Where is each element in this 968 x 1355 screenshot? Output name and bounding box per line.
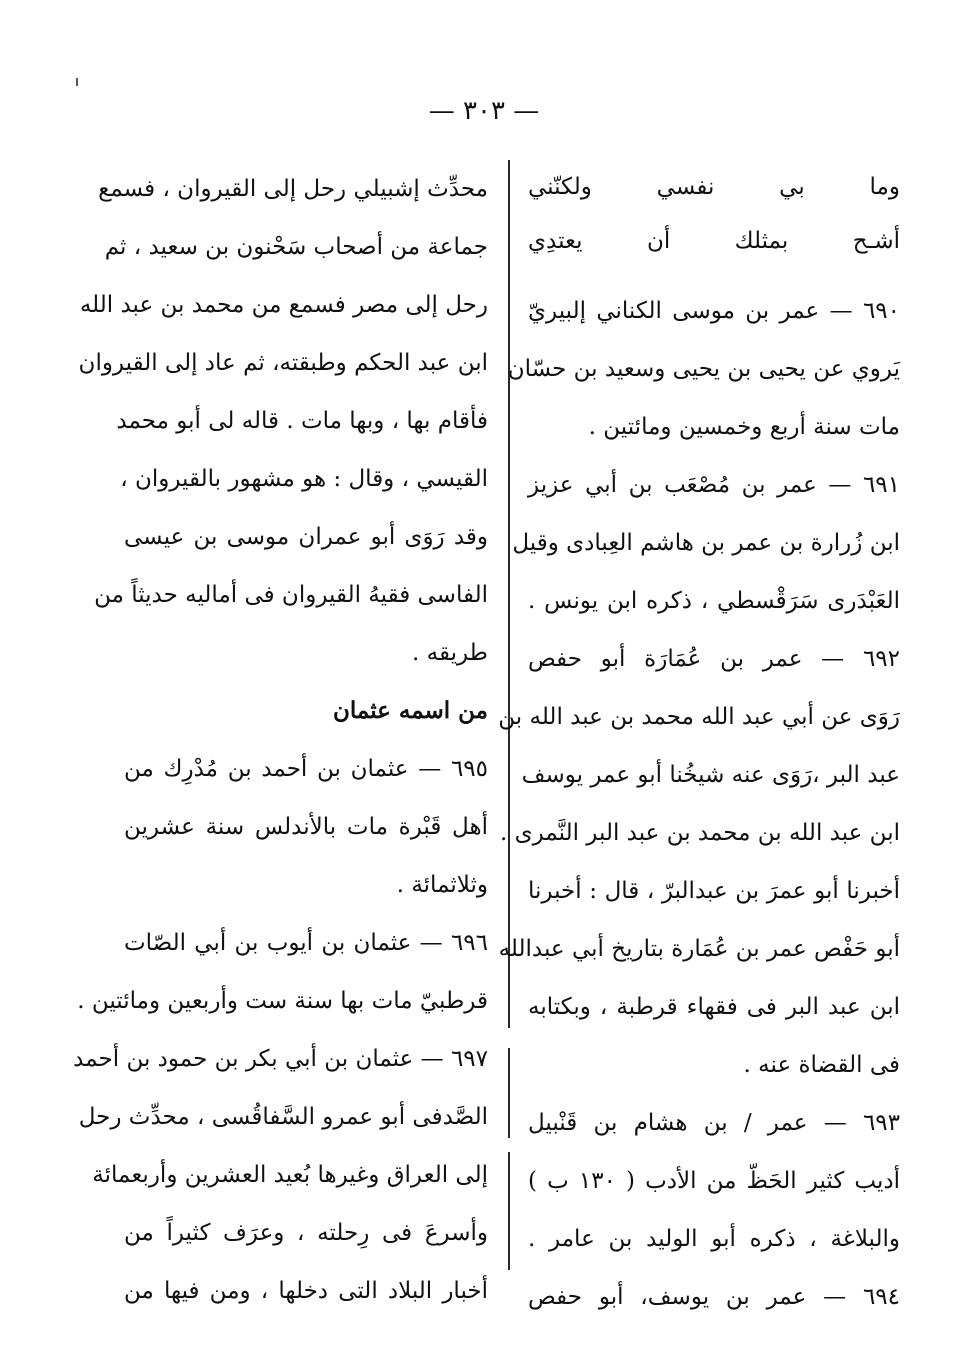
entry-692-line: أخبرنا أبو عمرَ بن عبدالبرّ ، قال : أخبرنا [528, 878, 900, 904]
entry-696-line: قرطبيّ مات بها سنة ست وأربعين ومائتين . [77, 988, 488, 1014]
entry-692-line: أبو حَفْص عمر بن عُمَارة بتاريخ أبي عبدالله [498, 936, 900, 962]
entry-691-line: العَبْدَرى سَرَقْسطي ، ذكره ابن يونس . [528, 588, 900, 614]
entry-690-line: مات سنة أربع وخمسين ومائتين . [588, 414, 900, 440]
entry-692-line: رَوَى عن أبي عبد الله محمد بن عبد الله بن [498, 704, 900, 730]
entry-691-line: ٦٩١ — عمر بن مُصْعَب بن أبي عزيز [528, 472, 900, 498]
entry-694-line: ٦٩٤ — عمر بن يوسف، أبو حفص [528, 1284, 900, 1310]
entry-697-line: إلى العراق وغيرها بُعيد العشرين وأربعمائة [92, 1162, 488, 1188]
entry-690-line: ٦٩٠ — عمر بن موسى الكناني إلبيريّ [528, 298, 900, 324]
entry-697-line: ٦٩٧ — عثمان بن أبي بكر بن حمود بن أحمد [73, 1046, 488, 1072]
entry-691-line: ابن زُرارة بن عمر بن هاشم العِبادى وقيل [512, 530, 900, 556]
continuation-line: ابن عبد الحكم وطبقته، ثم عاد إلى القيروان [78, 350, 488, 376]
entry-692-line: فى القضاة عنه . [743, 1052, 900, 1078]
entry-695-line: وثلاثمائة . [396, 872, 488, 898]
entry-693-line: أديب كثير الحَظّ من الأدب ( ١٣٠ ب ) [528, 1168, 900, 1194]
entry-695-line: ٦٩٥ — عثمان بن أحمد بن مُدْرِك من [124, 756, 488, 782]
entry-693-line: والبلاغة ، ذكره أبو الوليد بن عامر . [528, 1226, 900, 1252]
verse-line: أشـح بمثلك أن يعتدِي [528, 228, 900, 254]
divider-gap [506, 1138, 512, 1152]
section-heading: من اسمه عثمان [333, 697, 488, 724]
right-column [498, 160, 900, 1326]
scan-mark [76, 78, 78, 86]
continuation-line: رحل إلى مصر فسمع من محمد بن عبد الله [79, 292, 488, 318]
continuation-line: جماعة من أصحاب سَحْنون بن سعيد ، ثم [104, 234, 488, 260]
continuation-line: فأقام بها ، وبها مات . قاله لى أبو محمد [116, 408, 488, 434]
entry-692-line: عبد البر ،رَوَى عنه شيخُنا أبو عمر يوسف [521, 762, 900, 788]
continuation-line: طريقه . [412, 640, 488, 666]
continuation-line: وقد رَوَى أبو عمران موسى بن عيسى [124, 524, 488, 550]
entry-692-line: ابن عبد البر فى فقهاء قرطبة ، وبكتابه [528, 994, 900, 1020]
entry-693-line: ٦٩٣ — عمر / بن هشام بن قَنْبيل [528, 1110, 900, 1136]
entry-692-line: ٦٩٢ — عمر بن عُمَارَة أبو حفص [528, 646, 900, 672]
entry-697-line: الصَّدفى أبو عمرو السَّفاقُسى ، محدِّث رحل [78, 1104, 488, 1130]
page-number: — ٣٠٣ — [428, 96, 540, 126]
continuation-line: القيسي ، وقال : هو مشهور بالقيروان ، [120, 466, 488, 492]
entry-696-line: ٦٩٦ — عثمان بن أيوب بن أبي الصّات [124, 930, 488, 956]
entry-697-line: أخبار البلاد التى دخلها ، ومن فيها من [124, 1278, 488, 1304]
verse-line: وما بي نفسي ولكنّني [528, 174, 900, 200]
continuation-line: محدِّث إشبيلي رحل إلى القيروان ، فسمع [98, 176, 488, 202]
divider-gap [506, 1028, 512, 1048]
left-column [73, 160, 488, 1320]
entry-697-line: وأسرعَ فى رِحلته ، وعرَف كثيراً من [124, 1220, 488, 1246]
entry-692-line: ابن عبد الله بن محمد بن عبد البر النَّمرى . [500, 820, 900, 846]
entry-695-line: أهل قَبْرة مات بالأندلس سنة عشرين [124, 814, 488, 840]
entry-690-line: يَروي عن يحيى بن يحيى وسعيد بن حسّان [507, 356, 900, 382]
continuation-line: الفاسى فقيهُ القيروان فى أماليه حديثاً من [94, 582, 488, 608]
